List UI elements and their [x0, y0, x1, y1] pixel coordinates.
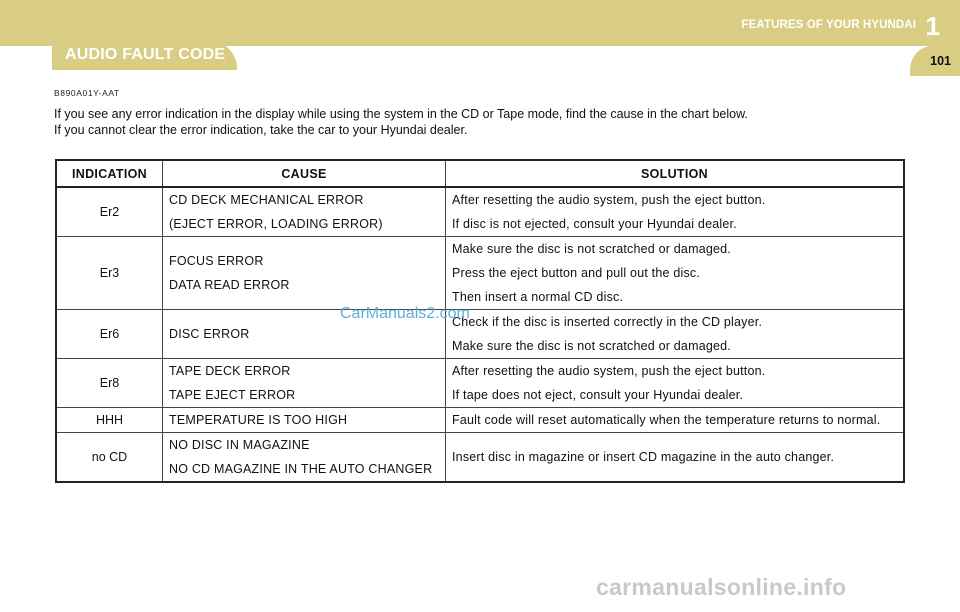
indication-cell: Er2: [56, 187, 163, 237]
indication-cell: Er8: [56, 359, 163, 408]
indication-cell: HHH: [56, 408, 163, 433]
table-row: [56, 187, 904, 237]
chapter-label: FEATURES OF YOUR HYUNDAI: [741, 19, 916, 31]
indication-cell: Er3: [56, 237, 163, 310]
cause-line: TAPE EJECT ERROR: [169, 388, 296, 402]
page-number: 101: [930, 54, 951, 68]
solution-cell: [446, 408, 905, 433]
cause-line: TAPE DECK ERROR: [169, 364, 291, 378]
solution-line: Make sure the disc is not scratched or damaged.: [452, 242, 731, 256]
solution-cell: [446, 237, 905, 310]
solution-line: Fault code will reset automatically when the temperature returns to normal.: [452, 413, 881, 427]
intro-line: If you cannot clear the error indication, take the car to your Hyundai dealer.: [54, 123, 468, 137]
cause-line: NO DISC IN MAGAZINE: [169, 438, 310, 452]
table-row: [56, 408, 904, 433]
cause-line: FOCUS ERROR: [169, 254, 264, 268]
code-reference: B890A01Y-AAT: [54, 88, 120, 98]
cause-line: NO CD MAGAZINE IN THE AUTO CHANGER: [169, 462, 433, 476]
solution-line: Check if the disc is inserted correctly in the CD player.: [452, 315, 763, 329]
intro-text: [54, 106, 748, 138]
section-tab: [52, 40, 237, 70]
solution-line: If disc is not ejected, consult your Hyundai dealer.: [452, 217, 737, 231]
table-header-row: [56, 160, 904, 187]
cause-cell: [163, 433, 446, 483]
table-row: [56, 237, 904, 310]
intro-line: If you see any error indication in the display while using the system in the CD or Tape mode, find the cause in the chart below.: [54, 107, 748, 121]
cause-cell: [163, 187, 446, 237]
indication-cell: no CD: [56, 433, 163, 483]
cause-line: (EJECT ERROR, LOADING ERROR): [169, 217, 383, 231]
solution-line: After resetting the audio system, push the eject button.: [452, 364, 766, 378]
solution-line: If tape does not eject, consult your Hyundai dealer.: [452, 388, 744, 402]
solution-line: Make sure the disc is not scratched or damaged.: [452, 339, 731, 353]
page-tab: [910, 46, 960, 76]
solution-line: Press the eject button and pull out the disc.: [452, 266, 701, 280]
cause-line: DISC ERROR: [169, 327, 250, 341]
chapter-number: 1: [925, 11, 940, 41]
indication-cell: Er6: [56, 310, 163, 359]
cause-line: DATA READ ERROR: [169, 278, 290, 292]
cause-cell: [163, 237, 446, 310]
header-cause: CAUSE: [163, 160, 446, 187]
cause-cell: [163, 408, 446, 433]
cause-line: CD DECK MECHANICAL ERROR: [169, 193, 364, 207]
solution-cell: [446, 310, 905, 359]
cause-line: TEMPERATURE IS TOO HIGH: [169, 413, 348, 427]
section-title: AUDIO FAULT CODE: [65, 46, 226, 63]
header-indication: INDICATION: [56, 160, 163, 187]
cause-cell: [163, 359, 446, 408]
solution-line: Insert disc in magazine or insert CD magazine in the auto changer.: [452, 450, 835, 464]
solution-line: After resetting the audio system, push the eject button.: [452, 193, 766, 207]
fault-code-table: [55, 159, 905, 483]
solution-cell: [446, 359, 905, 408]
solution-line: Then insert a normal CD disc.: [452, 290, 624, 304]
table-row: [56, 359, 904, 408]
watermark-carmanuals2: CarManuals2.com: [340, 305, 470, 322]
solution-cell: [446, 187, 905, 237]
table-row: [56, 310, 904, 359]
watermark-carmanualsonline: carmanualsonline.info: [596, 574, 847, 600]
header-solution: SOLUTION: [446, 160, 905, 187]
solution-cell: [446, 433, 905, 483]
table-row: [56, 433, 904, 483]
